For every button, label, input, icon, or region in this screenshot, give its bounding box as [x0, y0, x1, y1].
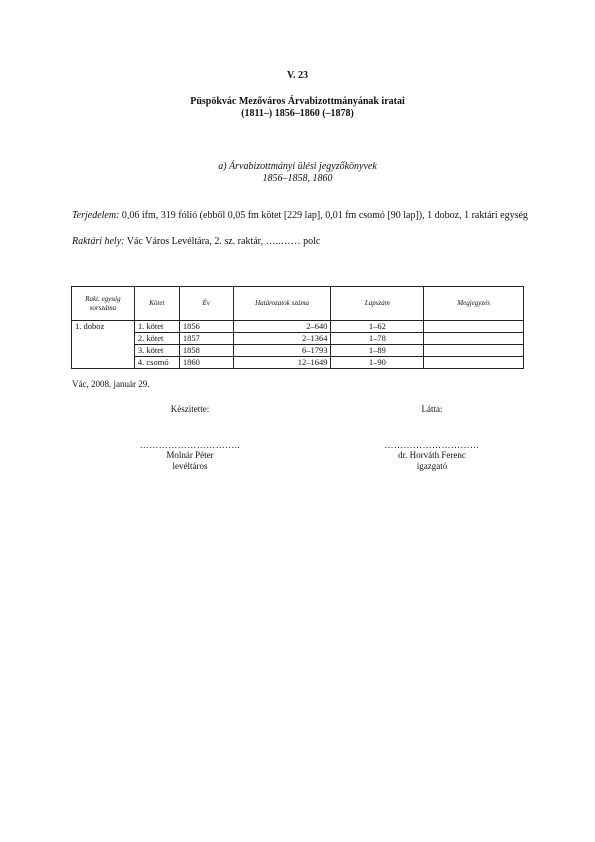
- series-code: V. 23: [287, 70, 308, 81]
- signatory-right-name: dr. Horváth Ferenc: [398, 450, 466, 460]
- cell-volume: 4. csomó: [134, 357, 179, 369]
- cell-volume: 3. kötet: [134, 345, 179, 357]
- cell-year: 1857: [179, 333, 233, 345]
- cell-resolutions: 2–640: [233, 321, 331, 333]
- cell-resolutions: 12–1649: [233, 357, 331, 369]
- cell-pages: 1–62: [331, 321, 424, 333]
- inventory-table: [71, 286, 524, 369]
- cell-pages: 1–90: [331, 357, 424, 369]
- signatory-left-name: Molnár Péter: [166, 450, 214, 460]
- cell-volume: 2. kötet: [134, 333, 179, 345]
- section-subtitle: [0, 161, 595, 185]
- extent-label: Terjedelem:: [72, 210, 120, 221]
- subtitle-line-2: 1856–1858, 1860: [262, 173, 333, 184]
- approved-by-label: Látta:: [421, 404, 443, 414]
- cell-pages: 1–89: [331, 345, 424, 357]
- table-row: [72, 333, 524, 345]
- cell-resolutions: 2–1364: [233, 333, 331, 345]
- location-label: Raktári hely:: [72, 236, 125, 247]
- extent-paragraph: [72, 210, 552, 222]
- cell-notes: [424, 357, 524, 369]
- cell-notes: [424, 345, 524, 357]
- header-volume: Kötet: [134, 287, 179, 321]
- cell-resolutions: 6–1793: [233, 345, 331, 357]
- cell-year: 1856: [179, 321, 233, 333]
- signatory-left-title: levéltáros: [172, 461, 208, 471]
- place-date: Vác, 2008. január 29.: [72, 379, 150, 389]
- cell-volume: 1. kötet: [134, 321, 179, 333]
- cell-notes: [424, 321, 524, 333]
- table-row: [72, 321, 524, 333]
- cell-year: 1858: [179, 345, 233, 357]
- cell-unit: 1. doboz: [72, 321, 135, 369]
- table-row: [72, 345, 524, 357]
- title-line-2: (1811–) 1856–1860 (–1878): [241, 108, 354, 119]
- subtitle-line-1: a) Árvabizottmányi ülési jegyzőkönyvek: [218, 161, 377, 172]
- table-row: [72, 357, 524, 369]
- header-unit: Rakt. egység sorszáma: [72, 287, 135, 321]
- document-title: [0, 96, 595, 120]
- title-line-1: Püspökvác Mezőváros Árvabizottmányának iratai: [190, 96, 405, 107]
- cell-year: 1860: [179, 357, 233, 369]
- header-resolutions: Határozatok száma: [233, 287, 331, 321]
- header-pages: Lapszám: [331, 287, 424, 321]
- extent-text: 0,06 ifm, 319 fólió (ebből 0,05 fm kötet [229 lap], 0,01 fm csomó [90 lap]), 1 doboz, 1 raktári egység: [119, 210, 528, 221]
- signature-line-left: …………………………..: [139, 440, 241, 450]
- signatory-right-title: igazgató: [416, 461, 448, 471]
- signature-line-right: …………………………: [384, 440, 480, 450]
- header-year: Év: [179, 287, 233, 321]
- location-paragraph: [72, 236, 552, 248]
- signatory-right: [362, 450, 502, 472]
- location-text: Vác Város Levéltára, 2. sz. raktár, …..…… polc: [124, 236, 321, 247]
- prepared-by-label: Készítette:: [170, 404, 210, 414]
- cell-pages: 1–78: [331, 333, 424, 345]
- signatory-left: [120, 450, 260, 472]
- header-notes: Megjegyzés: [424, 287, 524, 321]
- table-header-row: [72, 287, 524, 321]
- cell-notes: [424, 333, 524, 345]
